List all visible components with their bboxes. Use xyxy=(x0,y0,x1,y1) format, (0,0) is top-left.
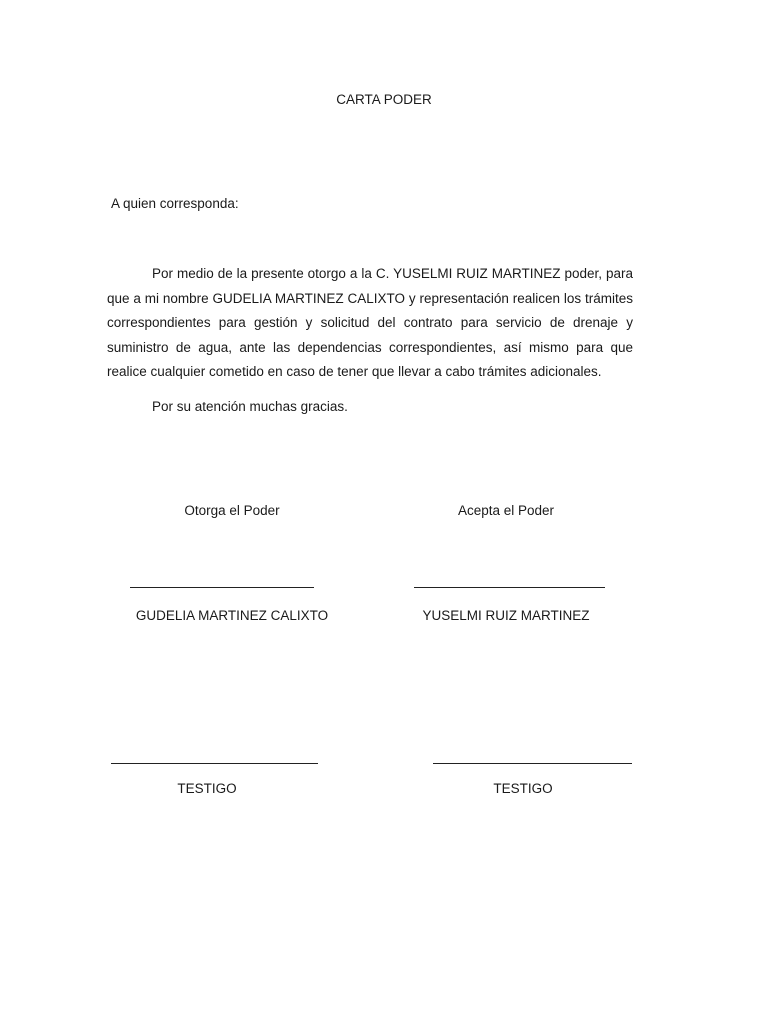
witness-right-signature-line xyxy=(433,763,632,764)
grantee-role-label: Acepta el Poder xyxy=(457,503,555,518)
grantor-signature-line xyxy=(130,587,314,588)
witness-left-signature-line xyxy=(111,763,318,764)
closing-text: Por su atención muchas gracias. xyxy=(152,399,348,414)
salutation: A quien corresponda: xyxy=(111,196,239,211)
grantor-role-label: Otorga el Poder xyxy=(184,503,280,518)
document-title: CARTA PODER xyxy=(336,92,432,107)
grantor-name: GUDELIA MARTINEZ CALIXTO xyxy=(135,608,329,623)
grantee-name: YUSELMI RUIZ MARTINEZ xyxy=(422,608,590,623)
body-paragraph: Por medio de la presente otorgo a la C. YUSELMI RUIZ MARTINEZ poder, para que a mi nombre GUDELIA MARTINEZ CALIXTO y representación realicen los trámites correspondientes para gestión y solicitud del contrato para servicio de drenaje y suministro de agua, ante las dependencias correspondientes, así mismo para que realice cualquier cometido en caso de tener que llevar a cabo trámites adicionales. xyxy=(107,266,633,380)
witness-right-label: TESTIGO xyxy=(493,781,553,796)
grantee-signature-line xyxy=(414,587,605,588)
witness-left-label: TESTIGO xyxy=(177,781,237,796)
